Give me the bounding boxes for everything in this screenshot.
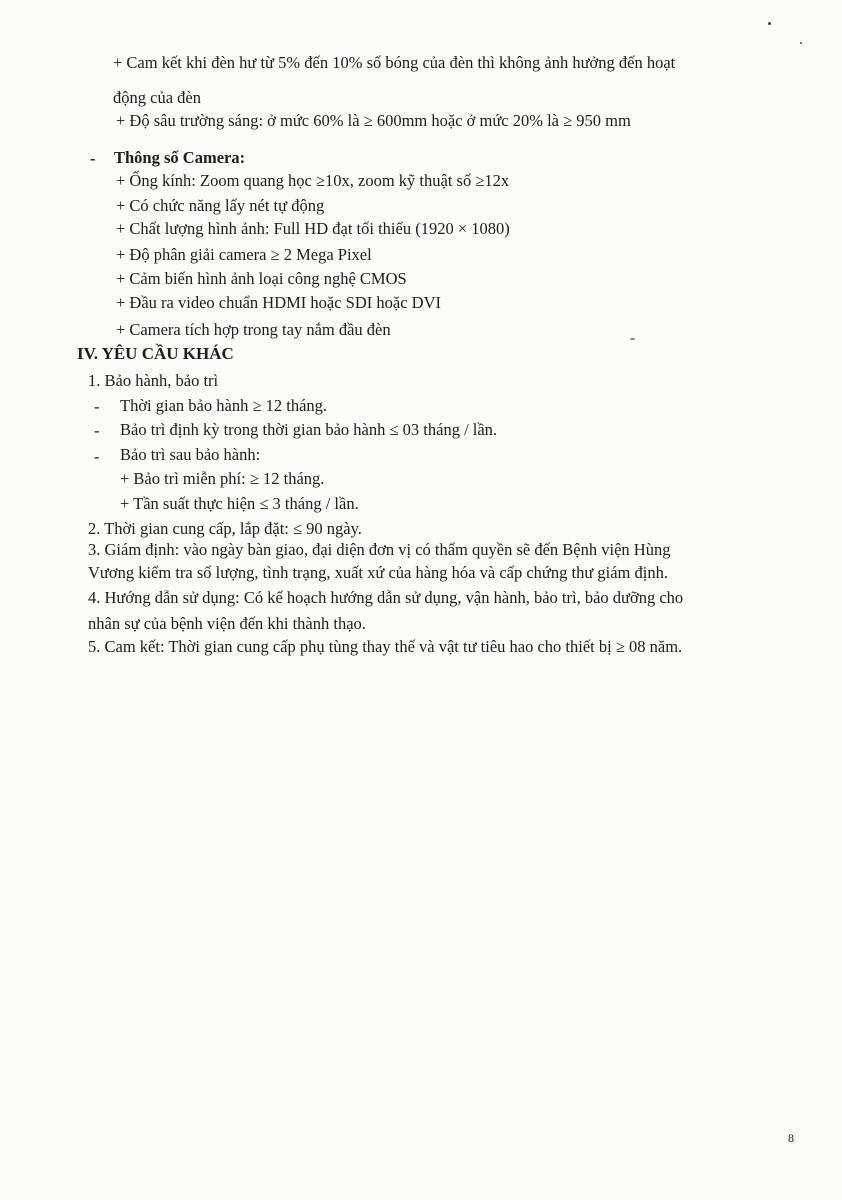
camera-item-6: + Đầu ra video chuẩn HDMI hoặc SDI hoặc DVI bbox=[116, 293, 441, 312]
warranty-bullet-3: - bbox=[94, 447, 100, 466]
scan-speck bbox=[800, 42, 802, 44]
supply-time: 2. Thời gian cung cấp, lắp đặt: ≤ 90 ngày. bbox=[88, 519, 362, 538]
camera-title: Thông số Camera: bbox=[114, 148, 246, 167]
inspection-line-1: 3. Giám định: vào ngày bàn giao, đại diện đơn vị có thẩm quyền sẽ đến Bệnh viện Hùng bbox=[88, 540, 671, 559]
after-warranty-item-2: + Tần suất thực hiện ≤ 3 tháng / lần. bbox=[120, 494, 359, 513]
inspection-line-2: Vương kiểm tra số lượng, tình trạng, xuất xứ của hàng hóa và cấp chứng thư giám định. bbox=[88, 563, 668, 582]
warranty-item-2: Bảo trì định kỳ trong thời gian bảo hành ≤ 03 tháng / lần. bbox=[120, 420, 498, 439]
guidance-line-2: nhân sự của bệnh viện đến khi thành thạo. bbox=[88, 614, 366, 633]
scan-speck bbox=[630, 338, 635, 340]
guidance-line-1: 4. Hướng dẫn sử dụng: Có kế hoạch hướng dẫn sử dụng, vận hành, bảo trì, bảo dưỡng cho bbox=[88, 588, 684, 607]
camera-item-2: + Có chức năng lấy nét tự động bbox=[116, 196, 325, 215]
camera-item-1: + Ống kính: Zoom quang học ≥10x, zoom kỹ thuật số ≥12x bbox=[116, 171, 510, 190]
lamp-item-1-cont: động của đèn bbox=[113, 88, 201, 107]
warranty-item-3: Bảo trì sau bảo hành: bbox=[120, 445, 261, 464]
scan-speck bbox=[768, 22, 771, 25]
warranty-bullet-2: - bbox=[94, 421, 100, 440]
lamp-item-2: + Độ sâu trường sáng: ở mức 60% là ≥ 600mm hoặc ở mức 20% là ≥ 950 mm bbox=[116, 111, 631, 130]
lamp-item-1: + Cam kết khi đèn hư từ 5% đến 10% số bóng của đèn thì không ảnh hưởng đến hoạt bbox=[113, 53, 676, 72]
warranty-title: 1. Bảo hành, bảo trì bbox=[88, 371, 219, 390]
warranty-item-1: Thời gian bảo hành ≥ 12 tháng. bbox=[120, 396, 328, 415]
camera-bullet: - bbox=[90, 149, 96, 168]
section-heading: IV. YÊU CẦU KHÁC bbox=[77, 344, 234, 363]
warranty-bullet-1: - bbox=[94, 397, 100, 416]
camera-item-3: + Chất lượng hình ảnh: Full HD đạt tối thiểu (1920 × 1080) bbox=[116, 219, 510, 238]
camera-item-5: + Cảm biến hình ảnh loại công nghệ CMOS bbox=[116, 269, 407, 288]
after-warranty-item-1: + Bảo trì miễn phí: ≥ 12 tháng. bbox=[120, 469, 325, 488]
commitment: 5. Cam kết: Thời gian cung cấp phụ tùng thay thế và vật tư tiêu hao cho thiết bị ≥ 08 năm. bbox=[88, 637, 683, 656]
camera-item-4: + Độ phân giải camera ≥ 2 Mega Pixel bbox=[116, 245, 372, 264]
page-number: 8 bbox=[788, 1131, 794, 1145]
camera-item-7: + Camera tích hợp trong tay nắm đầu đèn bbox=[116, 320, 391, 339]
